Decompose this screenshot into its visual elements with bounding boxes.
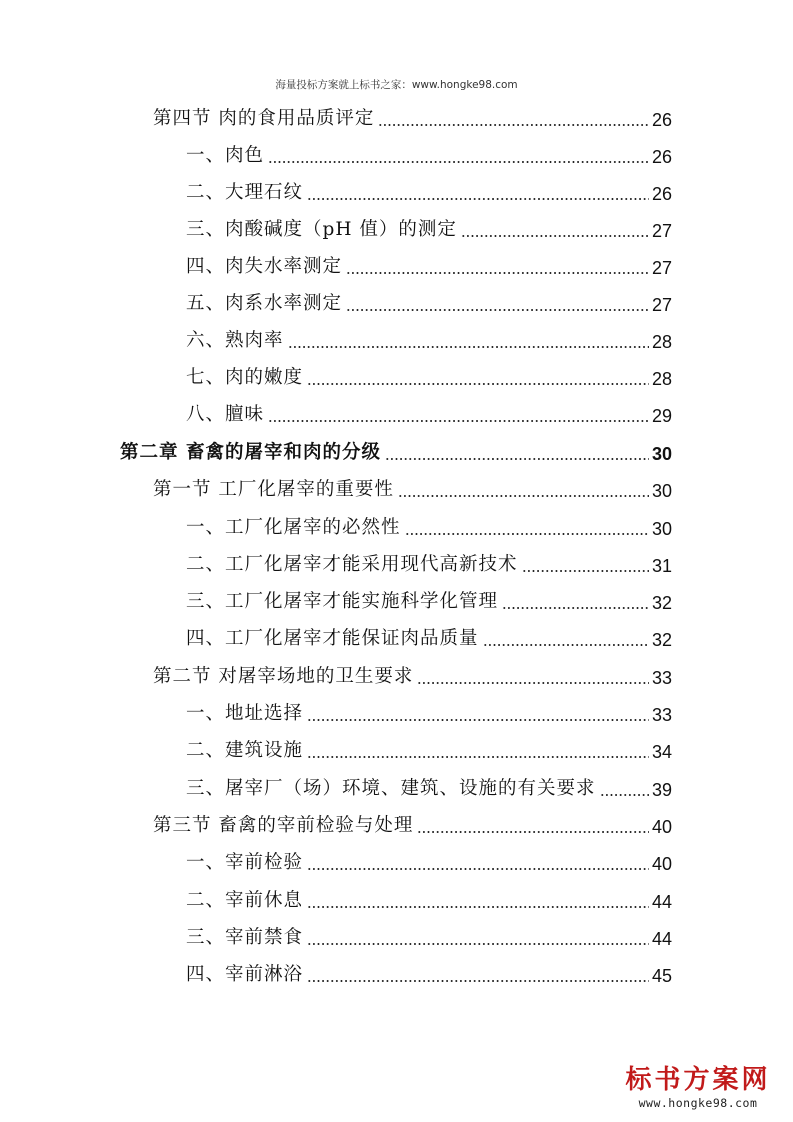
toc-entry-title: 三、工厂化屠宰才能实施科学化管理 [186, 591, 499, 613]
toc-entry-page: 45 [651, 965, 672, 986]
dot-leader [522, 570, 649, 572]
toc-entry[interactable] [186, 621, 672, 658]
toc-entry-title: 三、宰前禁食 [186, 927, 304, 949]
toc-entry[interactable] [153, 659, 672, 696]
toc-entry[interactable] [186, 323, 672, 360]
toc-entry[interactable] [186, 175, 672, 212]
dot-leader [307, 980, 649, 982]
toc-entry[interactable] [186, 883, 672, 920]
dot-leader [307, 198, 649, 200]
toc-entry-page: 29 [651, 405, 672, 426]
toc-entry[interactable] [186, 584, 672, 621]
toc-entry-title: 第二章 畜禽的屠宰和肉的分级 [120, 442, 381, 464]
toc-entry[interactable] [186, 360, 672, 397]
toc-entry[interactable] [186, 138, 672, 175]
toc-entry-title: 一、肉色 [186, 145, 265, 167]
toc-entry-page: 26 [651, 183, 672, 204]
toc-chapter-entry[interactable] [120, 435, 672, 472]
toc-entry-page: 32 [651, 629, 672, 650]
watermark-title: 标书方案网 [625, 1064, 771, 1095]
dot-leader [483, 644, 649, 646]
toc-entry-page: 40 [651, 853, 672, 874]
toc-entry-title: 第一节 工厂化屠宰的重要性 [153, 479, 394, 501]
toc-entry-title: 七、肉的嫩度 [186, 367, 304, 389]
toc-entry[interactable] [186, 547, 672, 584]
dot-leader [307, 756, 649, 758]
toc-entry-title: 一、工厂化屠宰的必然性 [186, 517, 401, 539]
toc-entry-page: 44 [651, 891, 672, 912]
toc-entry-title: 八、膻味 [186, 404, 265, 426]
dot-leader [307, 383, 649, 385]
toc-entry[interactable] [186, 771, 672, 808]
toc-entry-page: 30 [651, 518, 672, 539]
toc-entry-title: 一、地址选择 [186, 703, 304, 725]
toc-entry-page: 34 [651, 741, 672, 762]
toc-entry-page: 44 [651, 928, 672, 949]
dot-leader [385, 458, 649, 460]
toc-entry-page: 28 [651, 331, 672, 352]
dot-leader [398, 495, 649, 497]
toc-entry-page: 27 [651, 294, 672, 315]
toc-entry-title: 三、屠宰厂（场）环境、建筑、设施的有关要求 [186, 778, 596, 800]
dot-leader [307, 906, 649, 908]
toc-entry[interactable] [186, 510, 672, 547]
dot-leader [288, 346, 649, 348]
toc-entry-title: 第二节 对屠宰场地的卫生要求 [153, 666, 414, 688]
dot-leader [346, 309, 649, 311]
toc-entry[interactable] [186, 397, 672, 434]
toc-entry-page: 40 [651, 816, 672, 837]
dot-leader [502, 607, 649, 609]
toc-entry-page: 33 [651, 704, 672, 725]
dot-leader [268, 420, 649, 422]
toc-entry-page: 28 [651, 368, 672, 389]
toc-entry-page: 32 [651, 592, 672, 613]
dot-leader [268, 161, 649, 163]
dot-leader [417, 831, 649, 833]
toc-entry-title: 六、熟肉率 [186, 330, 284, 352]
toc-entry-title: 二、建筑设施 [186, 740, 304, 762]
toc-entry-page: 26 [651, 146, 672, 167]
toc-entry[interactable] [153, 808, 672, 845]
toc-entry-title: 四、宰前淋浴 [186, 964, 304, 986]
toc-entry-title: 第三节 畜禽的宰前检验与处理 [153, 815, 414, 837]
toc-entry-title: 四、工厂化屠宰才能保证肉品质量 [186, 628, 479, 650]
toc-entry-title: 第四节 肉的食用品质评定 [153, 108, 375, 130]
toc-entry-page: 39 [651, 779, 672, 800]
dot-leader [405, 533, 649, 535]
toc-entry-title: 三、肉酸碱度（pH 值）的测定 [186, 219, 457, 241]
dot-leader [307, 719, 649, 721]
dot-leader [461, 235, 649, 237]
toc-entry[interactable] [186, 696, 672, 733]
toc-entry[interactable] [186, 957, 672, 994]
toc-entry[interactable] [186, 212, 672, 249]
toc-entry[interactable] [186, 920, 672, 957]
toc-entry-page: 30 [651, 480, 672, 501]
toc-entry[interactable] [186, 845, 672, 882]
toc-entry-page: 26 [651, 109, 672, 130]
toc-entry-page: 31 [651, 555, 672, 576]
site-watermark-logo [618, 1064, 778, 1110]
toc-entry-page: 30 [651, 443, 672, 464]
toc-entry-page: 33 [651, 667, 672, 688]
dot-leader [600, 794, 649, 796]
dot-leader [307, 943, 649, 945]
toc-entry[interactable] [186, 733, 672, 770]
toc-entry-title: 二、大理石纹 [186, 182, 304, 204]
toc-entry-title: 一、宰前检验 [186, 852, 304, 874]
dot-leader [378, 124, 649, 126]
toc-entry[interactable] [153, 472, 672, 509]
toc-entry-title: 二、宰前休息 [186, 890, 304, 912]
toc-entry-page: 27 [651, 257, 672, 278]
toc-entry[interactable] [153, 101, 672, 138]
toc-entry-title: 四、肉失水率测定 [186, 256, 343, 278]
dot-leader [346, 272, 649, 274]
page-header: 海量投标方案就上标书之家：www.hongke98.com [275, 79, 518, 91]
toc-entry[interactable] [186, 286, 672, 323]
dot-leader [307, 868, 649, 870]
toc-entry[interactable] [186, 249, 672, 286]
watermark-url: www.hongke98.com [638, 1096, 758, 1110]
toc-entry-title: 二、工厂化屠宰才能采用现代高新技术 [186, 554, 518, 576]
dot-leader [417, 682, 649, 684]
toc-entry-page: 27 [651, 220, 672, 241]
toc-entry-title: 五、肉系水率测定 [186, 293, 343, 315]
